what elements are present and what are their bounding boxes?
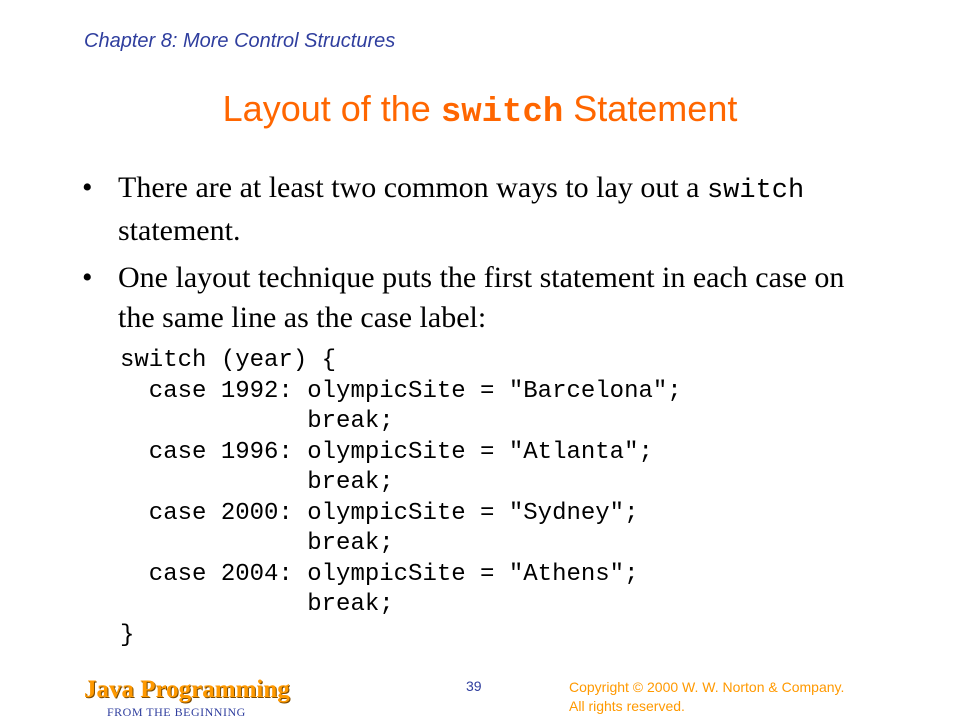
bullet-1-text-end: statement. [118, 214, 241, 247]
footer-logo: Java Programming [84, 676, 290, 703]
title-suffix: Statement [563, 88, 738, 129]
code-block: switch (year) { case 1992: olympicSite = "Barcelona"; break; case 1996: olympicSite = "Atlanta"; break; case 2000: olympicSite = "Sydney"; break; case 2004: olympicSite = "Athens"; break; } [120, 347, 682, 649]
bullet-1 [118, 168, 878, 251]
bullet-1-text: There are at least two common ways to lay out a [118, 171, 707, 204]
chapter-header: Chapter 8: More Control Structures [84, 30, 396, 52]
bullet-marker: • [82, 171, 93, 204]
page-number: 39 [466, 678, 482, 694]
bullet-2-text: One layout technique puts the first statement in each case on the same line as the case label: [118, 261, 845, 334]
title-keyword: switch [440, 94, 564, 132]
bullet-marker: • [82, 261, 93, 294]
copyright-notice: Copyright © 2000 W. W. Norton & Company. All rights reserved. [569, 679, 845, 714]
title-prefix: Layout of the [222, 88, 441, 129]
footer-logo-subtitle: FROM THE BEGINNING [107, 705, 246, 719]
bullet-1-code: switch [706, 176, 805, 206]
slide-title [0, 88, 960, 132]
